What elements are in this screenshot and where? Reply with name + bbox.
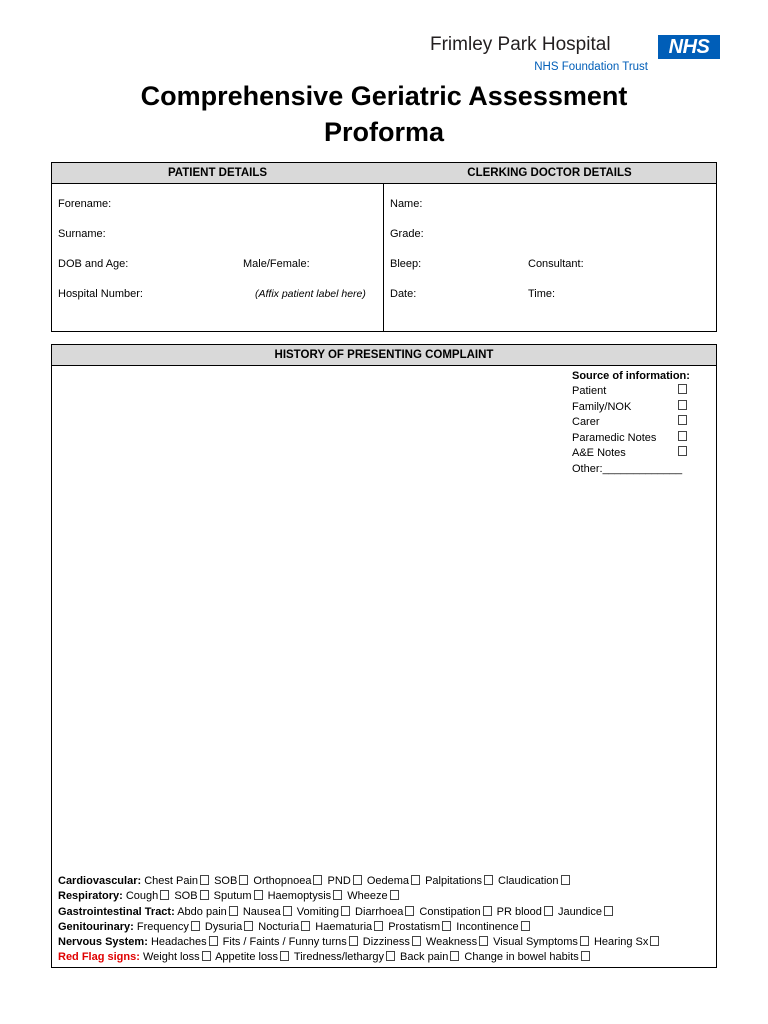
symptom-label: Constipation	[416, 905, 481, 918]
gastrointestinal-line	[58, 905, 661, 920]
checkbox-icon[interactable]	[544, 906, 553, 916]
checkbox-icon[interactable]	[390, 890, 399, 900]
symptom-item	[490, 936, 591, 948]
grade-field[interactable]: Grade:	[390, 228, 424, 240]
symptom-label: Claudication	[494, 875, 559, 887]
symptom-label: Change in bowel habits	[461, 951, 579, 964]
checkbox-icon[interactable]	[678, 415, 687, 425]
symptom-label: Visual Symptoms	[490, 936, 578, 949]
symptom-item	[250, 875, 324, 887]
symptom-label: Chest Pain	[144, 875, 199, 887]
checkbox-icon[interactable]	[678, 400, 687, 410]
symptom-item	[397, 951, 461, 963]
consultant-field[interactable]: Consultant:	[528, 258, 584, 270]
dob-age-field[interactable]: DOB and Age:	[58, 258, 129, 270]
checkbox-icon[interactable]	[209, 936, 218, 946]
surname-field[interactable]: Surname:	[58, 228, 106, 240]
checkbox-icon[interactable]	[244, 921, 253, 931]
sex-field[interactable]: Male/Female:	[243, 258, 310, 270]
symptom-label: Tiredness/lethargy	[291, 951, 384, 964]
symptom-item	[126, 890, 171, 902]
symptom-label: PR blood	[493, 905, 542, 918]
time-field[interactable]: Time:	[528, 288, 556, 300]
symptom-item	[265, 890, 345, 902]
document-title	[0, 78, 768, 150]
symptom-item	[422, 875, 495, 887]
checkbox-icon[interactable]	[678, 384, 687, 394]
symptom-item	[423, 936, 490, 948]
symptom-label: Dysuria	[201, 920, 243, 933]
symptom-label: SOB	[171, 890, 198, 903]
source-label: Paramedic Notes	[572, 431, 657, 444]
symptom-item	[312, 921, 385, 933]
checkbox-icon[interactable]	[200, 875, 209, 885]
checkbox-icon[interactable]	[313, 875, 322, 885]
symptom-label: Diarrhoea	[352, 905, 404, 918]
checkbox-icon[interactable]	[386, 951, 395, 961]
symptom-item	[255, 921, 312, 933]
title-line-1: Comprehensive Geriatric Assessment	[140, 81, 628, 111]
checkbox-icon[interactable]	[678, 431, 687, 441]
checkbox-icon[interactable]	[581, 951, 590, 961]
checkbox-icon[interactable]	[301, 921, 310, 931]
symptom-label: Frequency	[136, 920, 189, 933]
symptom-label: Wheeze	[344, 890, 388, 903]
source-item-paramedic	[572, 431, 712, 447]
respiratory-line	[58, 889, 661, 904]
source-label: Carer	[572, 416, 600, 428]
trust-name: NHS Foundation Trust	[534, 61, 648, 73]
cardiovascular-line	[58, 874, 661, 889]
symptom-item	[352, 906, 416, 918]
checkbox-icon[interactable]	[280, 951, 289, 961]
symptom-label: Prostatism	[385, 920, 441, 933]
source-item-carer	[572, 415, 712, 431]
symptom-label: Haematuria	[312, 920, 373, 933]
patient-details-heading: PATIENT DETAILS	[52, 163, 383, 184]
source-label: A&E Notes	[572, 447, 626, 459]
source-label: Patient	[572, 385, 607, 397]
system-label: Gastrointestinal Tract:	[58, 905, 175, 918]
symptom-label: Weight loss	[142, 951, 200, 964]
source-title: Source of information:	[572, 370, 690, 382]
symptom-item	[151, 936, 220, 948]
red-flag-label: Red Flag signs:	[58, 951, 140, 964]
symptom-item	[324, 875, 363, 887]
symptom-item	[211, 875, 250, 887]
symptom-item	[591, 936, 661, 948]
symptom-label: Vomiting	[293, 905, 339, 918]
checkbox-icon[interactable]	[604, 906, 613, 916]
symptom-label: Nausea	[239, 905, 281, 918]
history-section	[51, 344, 717, 968]
symptom-label: Back pain	[397, 951, 449, 964]
checkbox-icon[interactable]	[341, 906, 350, 916]
symptom-item	[291, 951, 397, 963]
symptom-item	[360, 936, 423, 948]
source-item-patient	[572, 384, 712, 400]
symptom-item	[385, 921, 453, 933]
doctor-name-field[interactable]: Name:	[390, 198, 423, 210]
symptom-label: Palpitations	[422, 875, 482, 887]
symptom-item	[213, 951, 291, 963]
symptom-item	[416, 906, 493, 918]
system-label: Genitourinary:	[58, 920, 134, 933]
symptom-label: Haemoptysis	[264, 890, 332, 903]
symptom-label: Hearing Sx	[590, 936, 649, 949]
symptom-label: PND	[324, 875, 351, 887]
source-item-ae-notes	[572, 446, 712, 462]
symptom-label: Oedema	[363, 875, 410, 887]
symptom-label: Incontinence	[453, 920, 519, 933]
checkbox-icon[interactable]	[229, 906, 238, 916]
hospital-number-field[interactable]: Hospital Number:	[58, 288, 143, 300]
genitourinary-line	[58, 920, 661, 935]
checkbox-icon[interactable]	[678, 446, 687, 456]
symptom-label: Nocturia	[255, 920, 300, 933]
symptom-label: Abdo pain	[177, 905, 227, 918]
symptom-label: Appetite loss	[212, 951, 279, 964]
symptom-item	[494, 906, 555, 918]
source-other-field[interactable]: Other:_____________	[572, 462, 683, 475]
patient-details-panel	[52, 163, 384, 331]
symptom-item	[211, 890, 265, 902]
checkbox-icon[interactable]	[353, 875, 362, 885]
checkbox-icon[interactable]	[333, 890, 342, 900]
symptom-label: Cough	[125, 890, 159, 903]
symptom-item	[344, 890, 400, 902]
symptom-item	[364, 875, 422, 887]
symptom-label: Headaches	[150, 936, 207, 949]
checkbox-icon[interactable]	[374, 921, 383, 931]
checkbox-icon[interactable]	[405, 906, 414, 916]
symptom-label: Dizziness	[359, 936, 410, 949]
history-heading: HISTORY OF PRESENTING COMPLAINT	[52, 345, 716, 366]
hospital-branding	[430, 34, 720, 76]
system-label: Respiratory:	[58, 890, 123, 903]
clerking-doctor-panel	[383, 163, 716, 331]
symptom-label: SOB	[211, 875, 238, 887]
checkbox-icon[interactable]	[411, 875, 420, 885]
checkbox-icon[interactable]	[484, 875, 493, 885]
date-field[interactable]: Date:	[390, 288, 417, 300]
checkbox-icon[interactable]	[239, 875, 248, 885]
checkbox-icon[interactable]	[200, 890, 209, 900]
patient-label-area: (Affix patient label here)	[255, 288, 366, 300]
clerking-doctor-heading: CLERKING DOCTOR DETAILS	[383, 163, 716, 184]
symptom-item	[240, 906, 294, 918]
checkbox-icon[interactable]	[521, 921, 530, 931]
checkbox-icon[interactable]	[650, 936, 659, 946]
symptom-item	[461, 951, 591, 963]
symptom-item	[144, 875, 211, 887]
checkbox-icon[interactable]	[349, 936, 358, 946]
title-line-2: Proforma	[323, 117, 445, 147]
checkbox-icon[interactable]	[202, 951, 211, 961]
symptom-label: Sputum	[210, 890, 252, 903]
symptom-label: Weakness	[422, 936, 478, 949]
symptom-item	[453, 921, 531, 933]
checkbox-icon[interactable]	[561, 875, 570, 885]
hospital-name: Frimley Park Hospital	[430, 34, 611, 55]
symptom-item	[294, 906, 352, 918]
checkbox-icon[interactable]	[412, 936, 421, 946]
checkbox-icon[interactable]	[479, 936, 488, 946]
source-label: Family/NOK	[572, 400, 632, 413]
checkbox-icon[interactable]	[283, 906, 292, 916]
checkbox-icon[interactable]	[254, 890, 263, 900]
checkbox-icon[interactable]	[191, 921, 200, 931]
nhs-logo: NHS	[658, 35, 720, 59]
symptom-item	[555, 906, 615, 918]
symptom-item	[171, 890, 210, 902]
checkbox-icon[interactable]	[580, 936, 589, 946]
symptom-item	[137, 921, 202, 933]
systems-review	[58, 874, 661, 966]
checkbox-icon[interactable]	[483, 906, 492, 916]
symptom-item	[177, 906, 240, 918]
symptom-item	[220, 936, 360, 948]
forename-field[interactable]: Forename:	[58, 198, 112, 210]
system-label: Nervous System:	[58, 936, 148, 949]
system-label: Cardiovascular:	[58, 875, 142, 887]
bleep-field[interactable]: Bleep:	[390, 258, 422, 270]
nervous-system-line	[58, 935, 661, 950]
details-section	[51, 162, 717, 332]
checkbox-icon[interactable]	[450, 951, 459, 961]
symptom-item	[495, 875, 572, 887]
red-flag-line	[58, 950, 661, 965]
symptom-label: Fits / Faints / Funny turns	[219, 936, 347, 949]
source-of-information	[572, 368, 712, 477]
checkbox-icon[interactable]	[442, 921, 451, 931]
source-item-family	[572, 400, 712, 416]
symptom-item	[143, 951, 213, 963]
symptom-label: Orthopnoea	[250, 875, 312, 887]
symptom-item	[202, 921, 255, 933]
checkbox-icon[interactable]	[160, 890, 169, 900]
symptom-label: Jaundice	[554, 905, 602, 918]
